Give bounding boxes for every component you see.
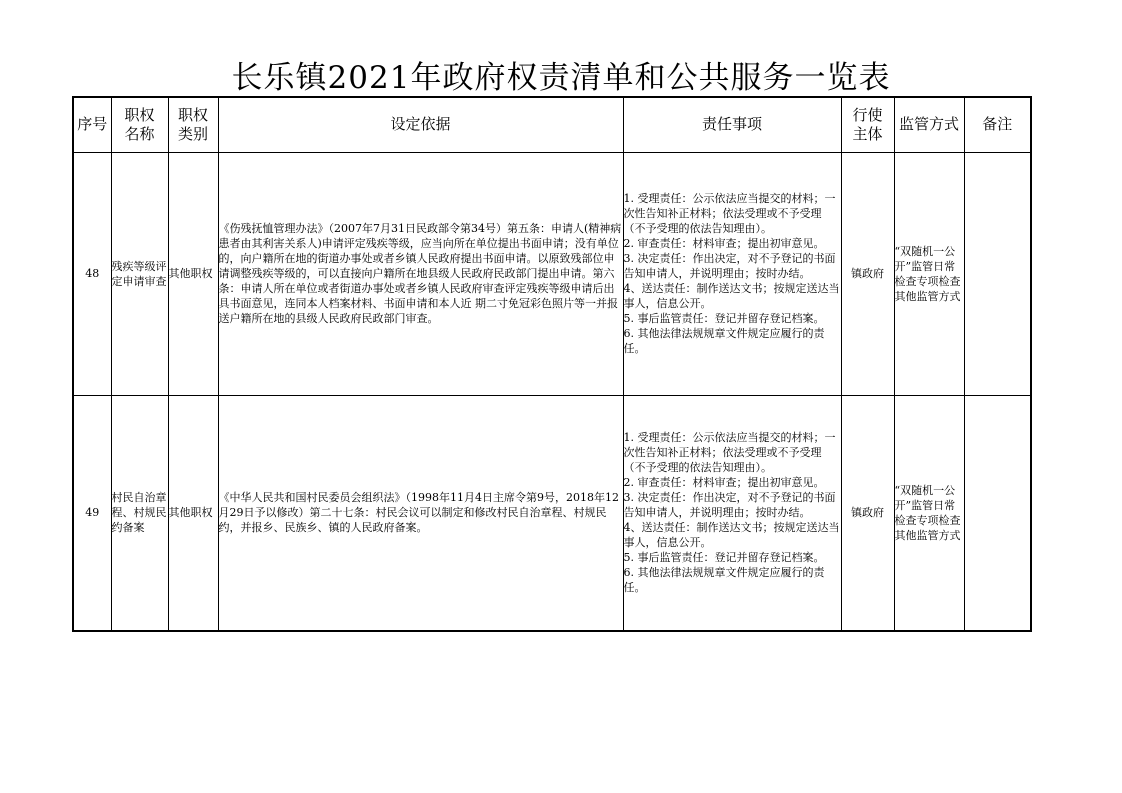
table-row bbox=[73, 152, 1031, 395]
duty-item: 2. 审查责任：材料审查；提出初审意见。 bbox=[623, 476, 825, 490]
duty-item: 3. 决定责任：作出决定，对不予登记的书面告知申请人，并说明理由；按时办结。 bbox=[623, 491, 836, 520]
power-name: 村民自治章程、村规民约备案 bbox=[111, 395, 168, 631]
duty-items bbox=[623, 395, 841, 631]
table-header-row bbox=[73, 97, 1031, 152]
header-basis: 设定依据 bbox=[218, 97, 623, 152]
header-remark: 备注 bbox=[964, 97, 1031, 152]
duty-item: 5. 事后监管责任：登记并留存登记档案。 bbox=[623, 312, 825, 325]
header-duty: 责任事项 bbox=[623, 97, 841, 152]
remark-cell bbox=[964, 395, 1031, 631]
header-category: 职权类别 bbox=[168, 97, 218, 152]
power-name: 残疾等级评定申请审查 bbox=[111, 152, 168, 395]
legal-basis: 《伤残抚恤管理办法》（2007年7月31日民政部令第34号）第五条：申请人(精神病患者由其利害关系人)申请评定残疾等级，应当向所在单位提出书面申请；没有单位的，向户籍所在地的街道办事处或者乡镇人民政府提出书面申请。以原致残部位申请调整残疾等级的，可以直接向户籍所在地县级人民政府民政部门提出申请。第六条：申请人所在单位或者街道办事处或者乡镇人民政府审查评定残疾等级申请后出具书面意见，连同本人档案材料、书面申请和本人近 期二寸免冠彩色照片等一并报送户籍所在地的县级人民政府民政部门审查。 bbox=[218, 152, 623, 395]
remark-cell bbox=[964, 152, 1031, 395]
row-number: 48 bbox=[73, 152, 111, 395]
row-number: 49 bbox=[73, 395, 111, 631]
duty-list-table bbox=[72, 96, 1032, 632]
supervision-method: “双随机一公开”监管日常检查专项检查其他监管方式 bbox=[894, 395, 964, 631]
duty-item: 4、送达责任：制作送达文书；按规定送达当事人，信息公开。 bbox=[623, 282, 840, 310]
duty-item: 6. 其他法律法规规章文件规定应履行的责任。 bbox=[623, 327, 825, 355]
table-row bbox=[73, 395, 1031, 631]
supervision-method: “双随机一公开”监管日常检查专项检查其他监管方式 bbox=[894, 152, 964, 395]
legal-basis: 《中华人民共和国村民委员会组织法》（1998年11月4日主席令第9号，2018年12月29日予以修改）第二十七条：村民会议可以制定和修改村民自治章程、村规民约，并报乡、民族乡、镇的人民政府备案。 bbox=[218, 395, 623, 631]
header-subject: 行使主体 bbox=[841, 97, 894, 152]
duty-items bbox=[623, 152, 841, 395]
duty-item: 6. 其他法律法规规章文件规定应履行的责任。 bbox=[623, 566, 825, 595]
header-no: 序号 bbox=[73, 97, 111, 152]
executing-subject: 镇政府 bbox=[841, 395, 894, 631]
duty-item: 1. 受理责任：公示依法应当提交的材料；一次性告知补正材料；依法受理或不予受理（不予受理的依法告知理由）。 bbox=[623, 431, 836, 475]
duty-item: 1. 受理责任：公示依法应当提交的材料；一次性告知补正材料；依法受理或不予受理（不予受理的依法告知理由）。 bbox=[623, 192, 836, 235]
executing-subject: 镇政府 bbox=[841, 152, 894, 395]
duty-item: 3. 决定责任：作出决定，对不予登记的书面告知申请人，并说明理由；按时办结。 bbox=[623, 252, 836, 280]
power-category: 其他职权 bbox=[168, 152, 218, 395]
power-category: 其他职权 bbox=[168, 395, 218, 631]
document-title: 长乐镇2021年政府权责清单和公共服务一览表 bbox=[231, 60, 891, 96]
duty-item: 4、送达责任：制作送达文书；按规定送达当事人，信息公开。 bbox=[623, 521, 840, 550]
duty-item: 2. 审查责任：材料审查；提出初审意见。 bbox=[623, 237, 825, 250]
duty-item: 5. 事后监管责任：登记并留存登记档案。 bbox=[623, 551, 825, 565]
header-supervision: 监管方式 bbox=[894, 97, 964, 152]
header-name: 职权名称 bbox=[111, 97, 168, 152]
